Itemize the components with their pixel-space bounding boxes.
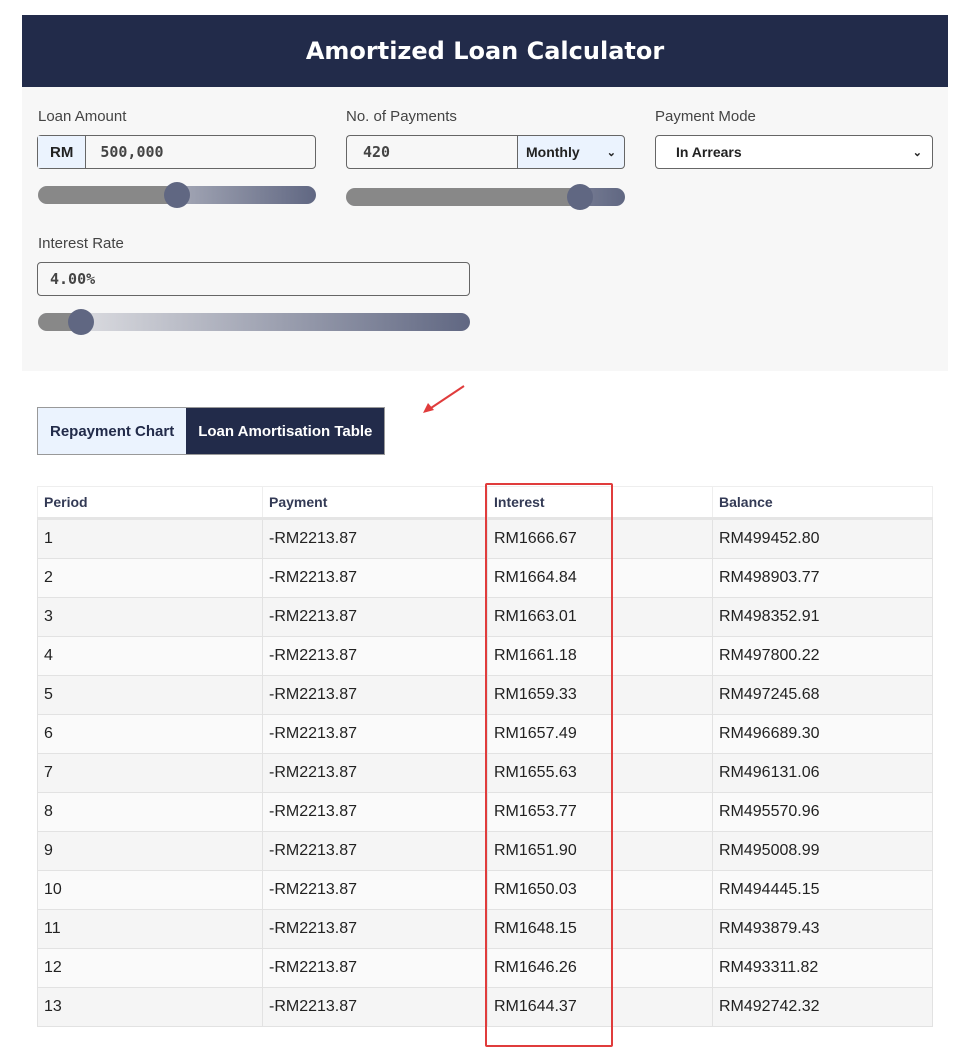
column-header: Interest [488,487,713,519]
table-cell: -RM2213.87 [263,598,488,637]
interest-rate-label: Interest Rate [38,235,124,252]
frequency-value: Monthly [526,144,580,160]
column-header: Period [38,487,263,519]
table-cell: RM1650.03 [488,871,713,910]
table-cell: RM1655.63 [488,754,713,793]
table-cell: RM494445.15 [713,871,933,910]
table-cell: -RM2213.87 [263,519,488,559]
tab-loan-amortisation-table[interactable]: Loan Amortisation Table [186,408,384,454]
slider-thumb[interactable] [567,184,593,210]
chevron-down-icon: ⌄ [606,146,616,159]
table-cell: -RM2213.87 [263,793,488,832]
currency-prefix: RM [38,136,86,168]
table-cell: 6 [38,715,263,754]
table-cell: -RM2213.87 [263,832,488,871]
payment-mode-value: In Arrears [676,144,742,160]
table-cell: 3 [38,598,263,637]
tab-repayment-chart[interactable]: Repayment Chart [38,408,186,454]
table-cell: 7 [38,754,263,793]
table-cell: RM496131.06 [713,754,933,793]
table-cell: RM1664.84 [488,559,713,598]
table-cell: RM1661.18 [488,637,713,676]
column-header: Payment [263,487,488,519]
calculator-form [22,87,948,371]
table-cell: 4 [38,637,263,676]
arrow-annotation-icon [420,383,468,415]
payments-label: No. of Payments [346,108,457,125]
slider-thumb[interactable] [68,309,94,335]
loan-amount-slider[interactable] [38,186,316,204]
table-cell: RM1648.15 [488,910,713,949]
table-cell: RM1653.77 [488,793,713,832]
loan-amount-value[interactable]: 500,000 [100,143,164,161]
payment-mode-select[interactable] [655,135,933,169]
table-cell: RM496689.30 [713,715,933,754]
table-cell: RM498352.91 [713,598,933,637]
table-cell: 1 [38,519,263,559]
table-cell: RM497800.22 [713,637,933,676]
table-cell: -RM2213.87 [263,871,488,910]
table-cell: -RM2213.87 [263,676,488,715]
table-cell: RM493311.82 [713,949,933,988]
view-tabs [37,407,385,455]
table-cell: RM492742.32 [713,988,933,1027]
frequency-select[interactable] [517,135,625,169]
table-cell: RM1644.37 [488,988,713,1027]
table-cell: -RM2213.87 [263,988,488,1027]
chevron-down-icon: ⌄ [912,146,922,159]
table-cell: RM1666.67 [488,519,713,559]
interest-rate-input[interactable]: 4.00% [37,262,470,296]
table-cell: 5 [38,676,263,715]
table-cell: -RM2213.87 [263,637,488,676]
loan-amount-input[interactable] [37,135,316,169]
table-cell: RM1651.90 [488,832,713,871]
table-cell: RM497245.68 [713,676,933,715]
loan-amount-label: Loan Amount [38,108,127,125]
table-cell: -RM2213.87 [263,715,488,754]
payments-input[interactable]: 420 [346,135,518,169]
table-cell: -RM2213.87 [263,910,488,949]
table-cell: 13 [38,988,263,1027]
table-cell: -RM2213.87 [263,754,488,793]
table-cell: 10 [38,871,263,910]
table-cell: RM1659.33 [488,676,713,715]
payments-slider[interactable] [346,188,625,206]
table-cell: RM498903.77 [713,559,933,598]
table-cell: 9 [38,832,263,871]
table-cell: 8 [38,793,263,832]
table-cell: -RM2213.87 [263,559,488,598]
table-cell: RM493879.43 [713,910,933,949]
table-cell: -RM2213.87 [263,949,488,988]
interest-rate-slider[interactable] [38,313,470,331]
payment-mode-label: Payment Mode [655,108,756,125]
interest-column-highlight [485,483,613,1047]
column-header: Balance [713,487,933,519]
table-cell: 2 [38,559,263,598]
page-title: Amortized Loan Calculator [22,15,948,87]
table-cell: RM495008.99 [713,832,933,871]
table-cell: 11 [38,910,263,949]
table-cell: RM1663.01 [488,598,713,637]
slider-thumb[interactable] [164,182,190,208]
table-cell: 12 [38,949,263,988]
table-cell: RM1657.49 [488,715,713,754]
table-cell: RM499452.80 [713,519,933,559]
table-cell: RM495570.96 [713,793,933,832]
table-cell: RM1646.26 [488,949,713,988]
